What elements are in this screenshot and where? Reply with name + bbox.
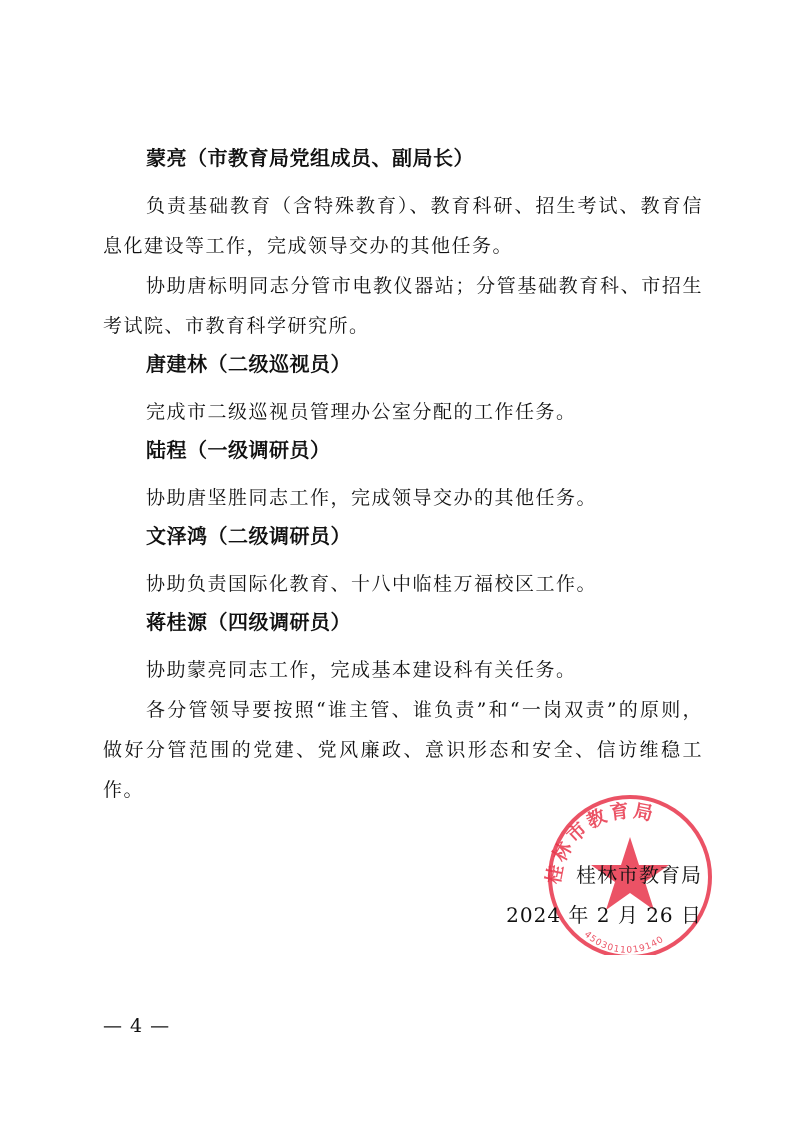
section-meng-liang (103, 146, 703, 346)
paragraph: 完成市二级巡视员管理办公室分配的工作任务。 (146, 401, 577, 423)
paragraph: 协助唐坚胜同志工作，完成领导交办的其他任务。 (146, 487, 598, 509)
section-wen-zehong (103, 524, 703, 604)
page-number: — 4 — (103, 1015, 171, 1037)
seal-text: 桂林市教育局 (542, 799, 658, 886)
section-heading: 唐建林（二级巡视员） (146, 352, 351, 376)
section-tang-jianlin (103, 352, 703, 432)
closing-paragraph: 各分管领导要按照“谁主管、谁负责”和“一岗双责”的原则，做好分管范围的党建、党风廉政、意识形态和安全、信访维稳工作。 (103, 699, 703, 801)
section-jiang-guiyuan (103, 610, 703, 690)
signature-date: 2024 年 2 月 26 日 (506, 903, 702, 927)
paragraph: 负责基础教育（含特殊教育）、教育科研、招生考试、教育信息化建设等工作，完成领导交办的其他任务。 (103, 195, 703, 257)
document-body (103, 140, 703, 810)
paragraph: 协助唐标明同志分管市电教仪器站；分管基础教育科、市招生考试院、市教育科学研究所。 (103, 275, 703, 337)
paragraph: 协助蒙亮同志工作，完成基本建设科有关任务。 (146, 659, 577, 681)
section-heading: 文泽鸿（二级调研员） (146, 524, 351, 548)
section-heading: 陆程（一级调研员） (146, 438, 331, 462)
section-heading: 蒋桂源（四级调研员） (146, 610, 351, 634)
signature-block (506, 855, 702, 935)
section-lu-cheng (103, 438, 703, 518)
section-heading: 蒙亮（市教育局党组成员、副局长） (146, 146, 474, 170)
signature-org: 桂林市教育局 (576, 863, 702, 887)
seal-code: 4503011019140 (581, 929, 667, 955)
paragraph: 协助负责国际化教育、十八中临桂万福校区工作。 (146, 573, 598, 595)
